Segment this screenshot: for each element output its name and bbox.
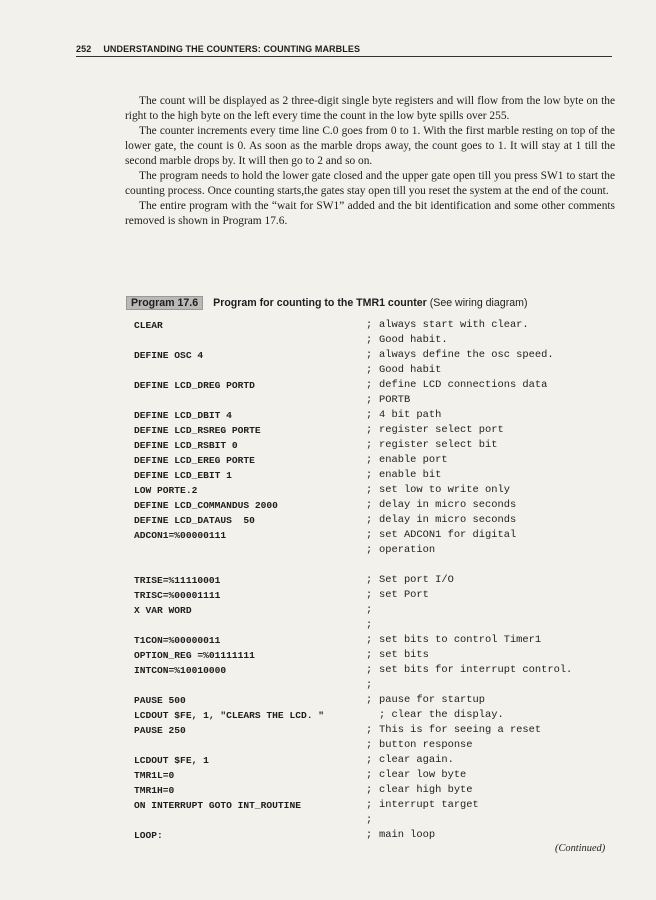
comment-separator: ; <box>366 574 373 586</box>
comment-separator: ; <box>366 589 373 601</box>
code-statement: TMR1L=0 <box>134 770 175 781</box>
comment-separator: ; <box>366 439 373 451</box>
code-statement: OPTION_REG =%01111111 <box>134 650 255 661</box>
comment-separator: ; <box>366 364 373 376</box>
program-title: Program for counting to the TMR1 counter <box>213 297 427 309</box>
comment-separator: ; <box>366 664 373 676</box>
code-statement: ADCON1=%00000111 <box>134 530 227 541</box>
code-comment: set bits to control Timer1 <box>379 634 542 646</box>
code-comment: This is for seeing a reset <box>379 724 542 736</box>
code-comment: register select bit <box>379 439 498 451</box>
paragraph: The program needs to hold the lower gate closed and the upper gate open till you press SW1 to start the counting process. Once counting starts,the gates stay open till you reset the system at the end of the count. <box>125 170 615 197</box>
comment-separator: ; <box>366 754 373 766</box>
code-comment: ; clear the display. <box>379 709 504 721</box>
code-statement: TRISC=%00001111 <box>134 590 221 601</box>
comment-separator: ; <box>366 409 373 421</box>
comment-separator: ; <box>366 514 373 526</box>
comment-separator: ; <box>366 619 373 631</box>
code-statement: INTCON=%10010000 <box>134 665 227 676</box>
comment-separator: ; <box>366 724 373 736</box>
comment-separator: ; <box>366 499 373 511</box>
code-comment: Set port I/O <box>379 574 454 586</box>
comment-separator: ; <box>366 349 373 361</box>
running-header <box>76 44 612 57</box>
program-label: Program 17.6 <box>126 296 203 310</box>
code-statement: PAUSE 500 <box>134 695 186 706</box>
code-comment: interrupt target <box>379 799 479 811</box>
comment-separator: ; <box>366 484 373 496</box>
comment-separator: ; <box>366 424 373 436</box>
code-comment: set ADCON1 for digital <box>379 529 517 541</box>
code-comment: register select port <box>379 424 504 436</box>
code-statement: LCDOUT $FE, 1, "CLEARS THE LCD. " <box>134 710 324 721</box>
code-comment: set bits for interrupt control. <box>379 664 573 676</box>
code-comment: clear high byte <box>379 784 473 796</box>
comment-separator: ; <box>366 679 373 691</box>
comment-separator: ; <box>366 649 373 661</box>
code-comment: 4 bit path <box>379 409 442 421</box>
code-statement: DEFINE LCD_DREG PORTD <box>134 380 255 391</box>
code-comment: pause for startup <box>379 694 486 706</box>
code-statement: CLEAR <box>134 320 163 331</box>
code-statement: T1CON=%00000011 <box>134 635 221 646</box>
code-comment: always define the osc speed. <box>379 349 554 361</box>
code-comment: enable port <box>379 454 448 466</box>
code-comment: operation <box>379 544 436 556</box>
code-statement: PAUSE 250 <box>134 725 186 736</box>
code-statement: DEFINE LCD_COMMANDUS 2000 <box>134 500 278 511</box>
comment-separator: ; <box>366 799 373 811</box>
code-comment: delay in micro seconds <box>379 499 517 511</box>
comment-separator: ; <box>366 604 373 616</box>
program-caption <box>126 296 616 310</box>
code-comment: set low to write only <box>379 484 510 496</box>
comment-separator: ; <box>366 379 373 391</box>
comment-separator: ; <box>366 529 373 541</box>
code-statement: DEFINE LCD_DATAUS 50 <box>134 515 255 526</box>
comment-separator: ; <box>366 544 373 556</box>
code-comment: button response <box>379 739 473 751</box>
code-statement: DEFINE LCD_EBIT 1 <box>134 470 232 481</box>
comment-separator: ; <box>366 739 373 751</box>
code-comment: enable bit <box>379 469 442 481</box>
paragraph: The counter increments every time line C.0 goes from 0 to 1. With the first marble resting on top of the lower gate, the count is 0. As soon as the marble drops away, the count goes to 1. It will stay at 1 till the second marble drops by. It will then go to 2 and so on. <box>125 125 615 167</box>
code-statement: DEFINE LCD_RSREG PORTE <box>134 425 261 436</box>
code-statement: DEFINE LCD_DBIT 4 <box>134 410 232 421</box>
comment-separator: ; <box>366 769 373 781</box>
body-text <box>125 94 615 229</box>
running-title: UNDERSTANDING THE COUNTERS: COUNTING MARBLES <box>103 44 361 54</box>
code-statement: TRISE=%11110001 <box>134 575 221 586</box>
comment-separator: ; <box>366 394 373 406</box>
comment-separator: ; <box>366 334 373 346</box>
paragraph: The count will be displayed as 2 three-digit single byte registers and will flow from the low byte on the right to the high byte on the left every time the count in the low byte spills over 255. <box>125 95 615 122</box>
comment-separator: ; <box>366 784 373 796</box>
code-comment: clear again. <box>379 754 454 766</box>
code-statement: X VAR WORD <box>134 605 192 616</box>
code-comment: set bits <box>379 649 429 661</box>
comment-separator: ; <box>366 694 373 706</box>
code-statement: TMR1H=0 <box>134 785 175 796</box>
code-comment: Good habit <box>379 364 442 376</box>
comment-separator: ; <box>366 634 373 646</box>
program-note: (See wiring diagram) <box>429 297 528 309</box>
code-statement: LCDOUT $FE, 1 <box>134 755 209 766</box>
page-number: 252 <box>76 44 92 54</box>
code-statement: LOOP: <box>134 830 163 841</box>
code-statement: DEFINE LCD_RSBIT 0 <box>134 440 238 451</box>
code-comment: define LCD connections data <box>379 379 548 391</box>
code-statement: LOW PORTE.2 <box>134 485 198 496</box>
paragraph: The entire program with the “wait for SW1” added and the bit identification and some other comments removed is shown in Program 17.6. <box>125 200 615 227</box>
code-statement: DEFINE LCD_EREG PORTE <box>134 455 255 466</box>
code-comment: clear low byte <box>379 769 467 781</box>
code-comment: set Port <box>379 589 429 601</box>
comment-separator: ; <box>366 454 373 466</box>
continued-note: (Continued) <box>555 843 606 854</box>
code-statement: DEFINE OSC 4 <box>134 350 204 361</box>
code-comment: delay in micro seconds <box>379 514 517 526</box>
code-statement: ON INTERRUPT GOTO INT_ROUTINE <box>134 800 301 811</box>
code-comment: always start with clear. <box>379 319 529 331</box>
code-comment: PORTB <box>379 394 411 406</box>
comment-separator: ; <box>366 469 373 481</box>
comment-separator: ; <box>366 829 373 841</box>
comment-separator: ; <box>366 814 373 826</box>
code-comment: main loop <box>379 829 436 841</box>
comment-separator: ; <box>366 319 373 331</box>
code-comment: Good habit. <box>379 334 448 346</box>
